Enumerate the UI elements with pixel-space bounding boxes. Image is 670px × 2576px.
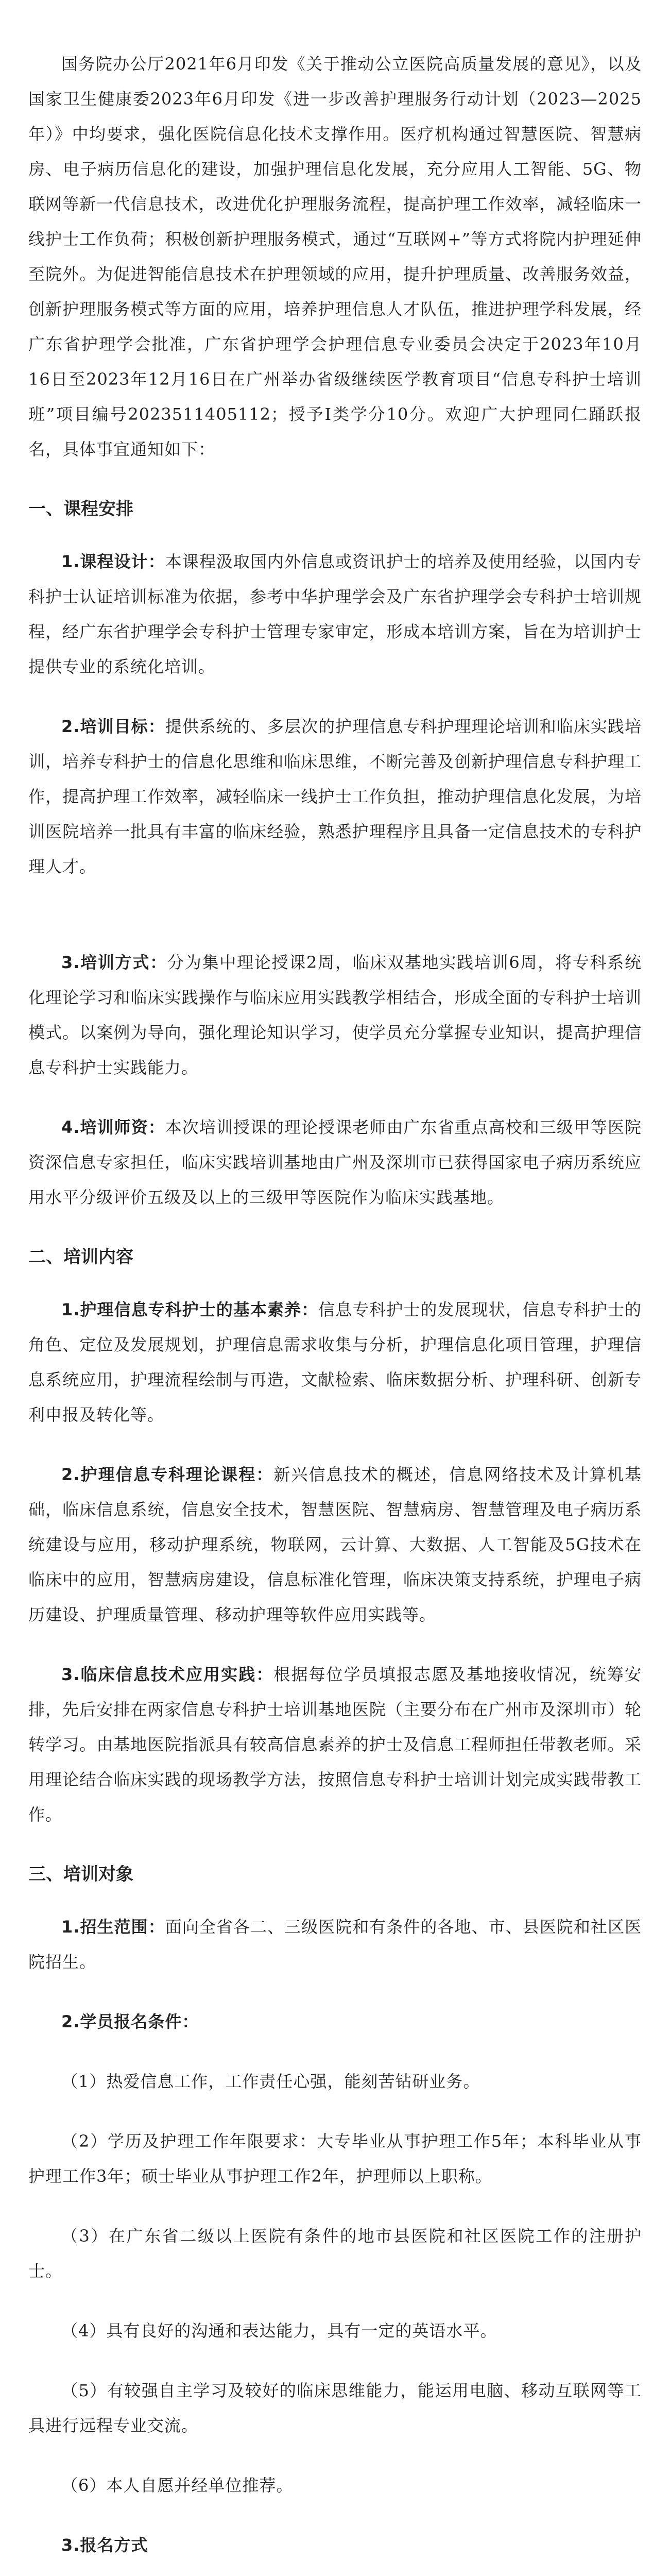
enrollment-scope-title: 1.招生范围：: [61, 1917, 165, 1937]
training-faculty: [28, 1110, 642, 1215]
notice-body: [28, 46, 642, 2576]
training-faculty-title: 4.培训师资：: [61, 1117, 165, 1137]
content-item-1: [28, 1292, 642, 1432]
enrollment-scope: [28, 1909, 642, 1979]
registration-title: 3.报名方式: [61, 2535, 148, 2555]
content-item-3: [28, 1657, 642, 1832]
eligibility-1: （1）热爱信息工作，工作责任心强，能刻苦钻研业务。: [61, 2072, 480, 2091]
eligibility-5: （5）有较强自主学习及较好的临床思维能力，能运用电脑、移动互联网等工具进行远程专业交流。: [28, 2381, 642, 2435]
section-heading-3: 三、培训对象: [28, 1864, 133, 1885]
eligibility-6: （6）本人自愿并经单位推荐。: [61, 2476, 294, 2495]
content-item-2-title: 2.护理信息专科理论课程：: [61, 1465, 274, 1484]
training-method-text: 分为集中理论授课2周，临床双基地实践培训6周，将专科系统化理论学习和临床实践操作与临床应用实践教学相结合，形成全面的专科护士培训模式。以案例为导向，强化理论知识学习，使学员充分掌握专业知识，提高护理信息专科护士实践能力。: [28, 953, 642, 1077]
course-design-text: 本课程汲取国内外信息或资讯护士的培养及使用经验，以国内专科护士认证培训标准为依据，参考中华护理学会及广东省护理学会专科护士培训规程，经广东省护理学会专科护士管理专家审定，形成本培训方案，旨在为培训护士提供专业的系统化培训。: [28, 552, 642, 676]
training-goal: [28, 709, 642, 884]
eligibility-title: 2.学员报名条件：: [61, 2012, 199, 2031]
course-design-title: 1.课程设计：: [61, 552, 165, 571]
eligibility-2: （2）学历及护理工作年限要求：大专毕业从事护理工作5年；本科毕业从事护理工作3年；硕士毕业从事护理工作2年，护理师以上职称。: [28, 2131, 642, 2186]
training-method: [28, 945, 642, 1085]
spacer: [28, 909, 642, 945]
content-item-2: [28, 1457, 642, 1632]
training-method-title: 3.培训方式：: [61, 953, 167, 972]
content-item-3-title: 3.临床信息技术应用实践：: [61, 1665, 274, 1684]
training-goal-title: 2.培训目标：: [61, 717, 165, 736]
eligibility-3: （3）在广东省二级以上医院有条件的地市县医院和社区医院工作的注册护士。: [28, 2226, 642, 2281]
content-item-1-title: 1.护理信息专科护士的基本素养：: [61, 1300, 319, 1319]
training-goal-text: 提供系统的、多层次的护理信息专科护理理论培训和临床实践培训，培养专科护士的信息化思维和临床思维，不断完善及创新护理信息专科护理工作，提高护理工作效率，减轻临床一线护士工作负担，推动护理信息化发展，为培训医院培养一批具有丰富的临床经验，熟悉护理程序且具备一定信息技术的专科护理人才。: [28, 717, 642, 876]
course-design: [28, 544, 642, 684]
section-heading-2: 二、培训内容: [28, 1247, 133, 1267]
training-faculty-text: 本次培训授课的理论授课老师由广东省重点高校和三级甲等医院资深信息专家担任，临床实践培训基地由广州及深圳市已获得国家电子病历系统应用水平分级评价五级及以上的三级甲等医院作为临床实践基地。: [28, 1117, 642, 1207]
content-item-1-text: 信息专科护士的发展现状，信息专科护士的角色、定位及发展规划，护理信息需求收集与分析，护理信息化项目管理，护理信息系统应用，护理流程绘制与再造，文献检索、临床数据分析、护理科研、创新专利申报及转化等。: [28, 1300, 642, 1425]
intro-paragraph: 国务院办公厅2021年6月印发《关于推动公立医院高质量发展的意见》，以及国家卫生健康委2023年6月印发《进一步改善护理服务行动计划（2023—2025年）》中均要求，强化医院信息化技术支撑作用。医疗机构通过智慧医院、智慧病房、电子病历信息化的建设，加强护理信息化发展，充分应用人工智能、5G、物联网等新一代信息技术，改进优化护理服务流程，提高护理工作效率，减轻临床一线护士工作负荷；积极创新护理服务模式，通过“互联网+”等方式将院内护理延伸至院外。为促进智能信息技术在护理领域的应用，提升护理质量、改善服务效益，创新护理服务模式等方面的应用，培养护理信息人才队伍，推进护理学科发展，经广东省护理学会批准，广东省护理学会护理信息专业委员会决定于2023年10月16日至2023年12月16日在广州举办省级继续医学教育项目“信息专科护士培训班”项目编号2023511405112；授予Ⅰ类学分10分。欢迎广大护理同仁踊跃报名，具体事宜通知如下：: [28, 54, 642, 459]
eligibility-4: （4）具有良好的沟通和表达能力，具有一定的英语水平。: [61, 2321, 497, 2341]
content-item-3-text: 根据每位学员填报志愿及基地接收情况，统筹安排，先后安排在两家信息专科护士培训基地医院（主要分布在广州市及深圳市）轮转学习。由基地医院指派具有较高信息素养的护士及信息工程师担任带教老师。采用理论结合临床实践的现场教学方法，按照信息专科护士培训计划完成实践带教工作。: [28, 1665, 642, 1824]
enrollment-scope-text: 面向全省各二、三级医院和有条件的各地、市、县医院和社区医院招生。: [28, 1917, 642, 1972]
section-heading-1: 一、课程安排: [28, 499, 133, 519]
content-item-2-text: 新兴信息技术的概述，信息网络技术及计算机基础，临床信息系统，信息安全技术，智慧医院、智慧病房、智慧管理及电子病历系统建设与应用，移动护理系统，物联网，云计算、大数据、人工智能及5G技术在临床中的应用，智慧病房建设，信息标准化管理，临床决策支持系统，护理电子病历建设、护理质量管理、移动护理等软件应用实践等。: [28, 1465, 642, 1624]
